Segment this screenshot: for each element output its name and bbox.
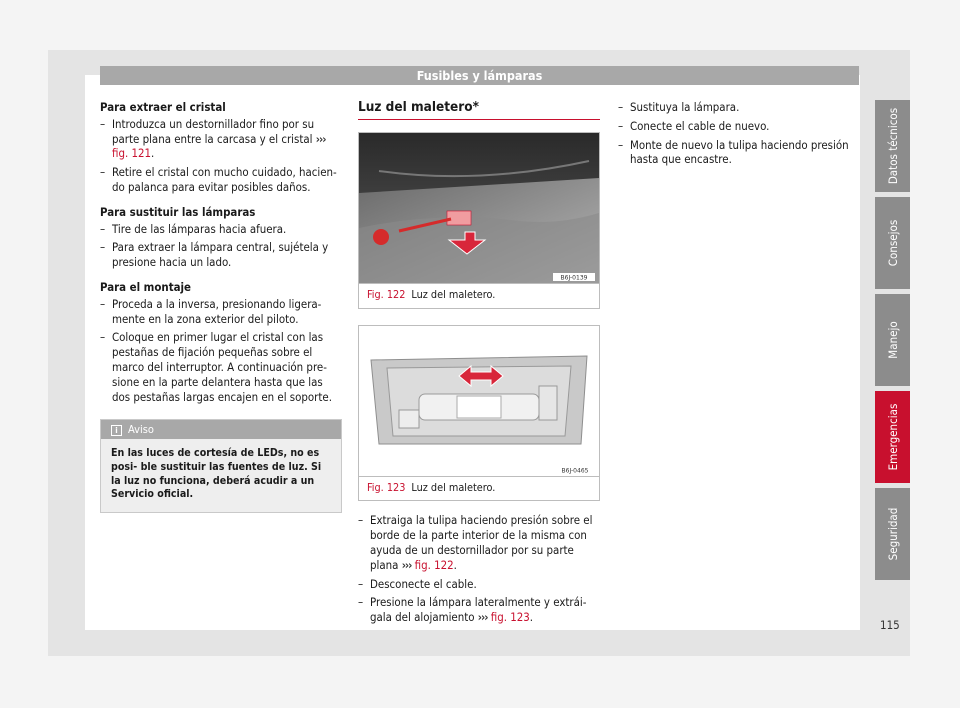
figure-number: Fig. 122 [367, 287, 406, 301]
list-item-text: Sustituya la lámpara. [630, 100, 740, 114]
punctuation: . [151, 146, 155, 161]
figure-link[interactable]: fig. 121 [112, 146, 152, 161]
list-item-text: Tire de las lámparas hacia afuera. [112, 221, 287, 236]
figure-link[interactable]: fig. 122 [414, 557, 454, 572]
list-item [618, 100, 860, 115]
tab-datos-tecnicos[interactable] [875, 100, 910, 192]
list-item [358, 577, 600, 592]
notice-box [100, 419, 342, 512]
bullet-dash: – [100, 116, 106, 131]
punctuation: . [453, 557, 457, 572]
notice-header [101, 420, 341, 439]
bullet-dash: – [100, 165, 106, 180]
column-1 [100, 100, 342, 513]
info-icon: i [111, 425, 122, 436]
bullet-dash: – [100, 221, 106, 236]
notice-text: En las luces de cortesía de LEDs, no es posi- ble sustituir las fuentes de luz. Si la luz no funciona, deberá acudir a un Servicio oficial. [101, 439, 341, 511]
list-item-text: Coloque en primer lugar el cristal con las pestañas de fijación pequeñas sobre el marco del interruptor. A continuación pre- sione en la parte delantera hasta que las dos pestañas largas encajen en el soporte. [112, 330, 332, 404]
figure-link[interactable]: fig. 123 [490, 610, 530, 625]
trunk-light-illustration [359, 133, 599, 283]
list-item [358, 513, 600, 572]
column-2 [358, 100, 600, 629]
list-item [100, 240, 342, 270]
tab-label: Consejos [885, 219, 900, 267]
page-header: Fusibles y lámparas [100, 66, 859, 85]
bullet-dash: – [618, 100, 624, 114]
list-item-text: Retire el cristal con mucho cuidado, hacien- do palanca para evitar posibles daños. [112, 165, 337, 194]
bullet-dash: – [100, 296, 106, 311]
tab-consejos[interactable] [875, 197, 910, 289]
bullet-dash: – [100, 330, 106, 345]
tab-emergencias[interactable] [875, 391, 910, 483]
subheading-assembly: Para el montaje [100, 279, 191, 294]
list-item [618, 138, 860, 168]
list-item-text: Para extraer la lámpara central, sujétela y presione hacia un lado. [112, 240, 329, 270]
tab-label: Seguridad [885, 507, 900, 561]
list-item [100, 222, 342, 237]
subheading-replace-lamps: Para sustituir las lámparas [100, 204, 256, 219]
list-item-text: Introduzca un destornillador fino por su parte plana entre la carcasa y el cristal [112, 116, 315, 146]
bullet-dash: – [100, 240, 106, 255]
list-item-text: Proceda a la inversa, presionando ligera- mente en la zona exterior del piloto. [112, 296, 322, 326]
list-item-text: Desconecte el cable. [370, 576, 477, 591]
tab-label: Datos técnicos [885, 107, 900, 185]
figure-123 [358, 325, 600, 502]
list-item-text: Presione la lámpara lateralmente y extrái- gala del alojamiento [370, 595, 587, 625]
list-item-text: Monte de nuevo la tulipa haciendo presión hasta que encastre. [630, 137, 849, 167]
figure-122 [358, 132, 600, 309]
list-item [358, 595, 600, 625]
section-title: Luz del maletero* [358, 100, 600, 120]
bullet-dash: – [358, 595, 364, 610]
tab-seguridad[interactable] [875, 488, 910, 580]
reference-arrow-icon: ››› [401, 557, 412, 572]
caption-text: Luz del maletero. [411, 287, 496, 301]
tab-manejo[interactable] [875, 294, 910, 386]
figure-caption [359, 476, 599, 501]
page-number: 115 [880, 618, 900, 632]
list-item [100, 330, 342, 404]
tab-label: Manejo [885, 321, 900, 359]
figure-caption [359, 283, 599, 308]
list-item-text: Extraiga la tulipa haciendo presión sobre el borde de la parte interior de la misma con ayuda de un destornillador por su parte plana [370, 513, 593, 572]
caption-text: Luz del maletero. [411, 480, 496, 494]
bullet-dash: – [358, 513, 364, 528]
bullet-dash: – [358, 576, 364, 591]
bullet-dash: – [618, 137, 624, 152]
subheading-extract-glass: Para extraer el cristal [100, 100, 226, 114]
list-item [100, 117, 342, 161]
figure-number: Fig. 123 [367, 480, 406, 494]
reference-arrow-icon: ››› [315, 131, 326, 146]
notice-title: Aviso [128, 423, 154, 437]
list-item [618, 119, 860, 134]
tab-label: Emergencias [885, 403, 900, 471]
list-item [100, 297, 342, 327]
lamp-housing-illustration [359, 326, 599, 476]
reference-arrow-icon: ››› [477, 610, 488, 625]
list-item [100, 165, 342, 195]
punctuation: . [529, 610, 534, 625]
column-3 [618, 100, 860, 171]
bullet-dash: – [618, 118, 624, 133]
figure-code: B6J-0465 [561, 467, 589, 475]
figure-code: B6J-0139 [560, 274, 588, 282]
list-item-text: Conecte el cable de nuevo. [630, 118, 770, 133]
